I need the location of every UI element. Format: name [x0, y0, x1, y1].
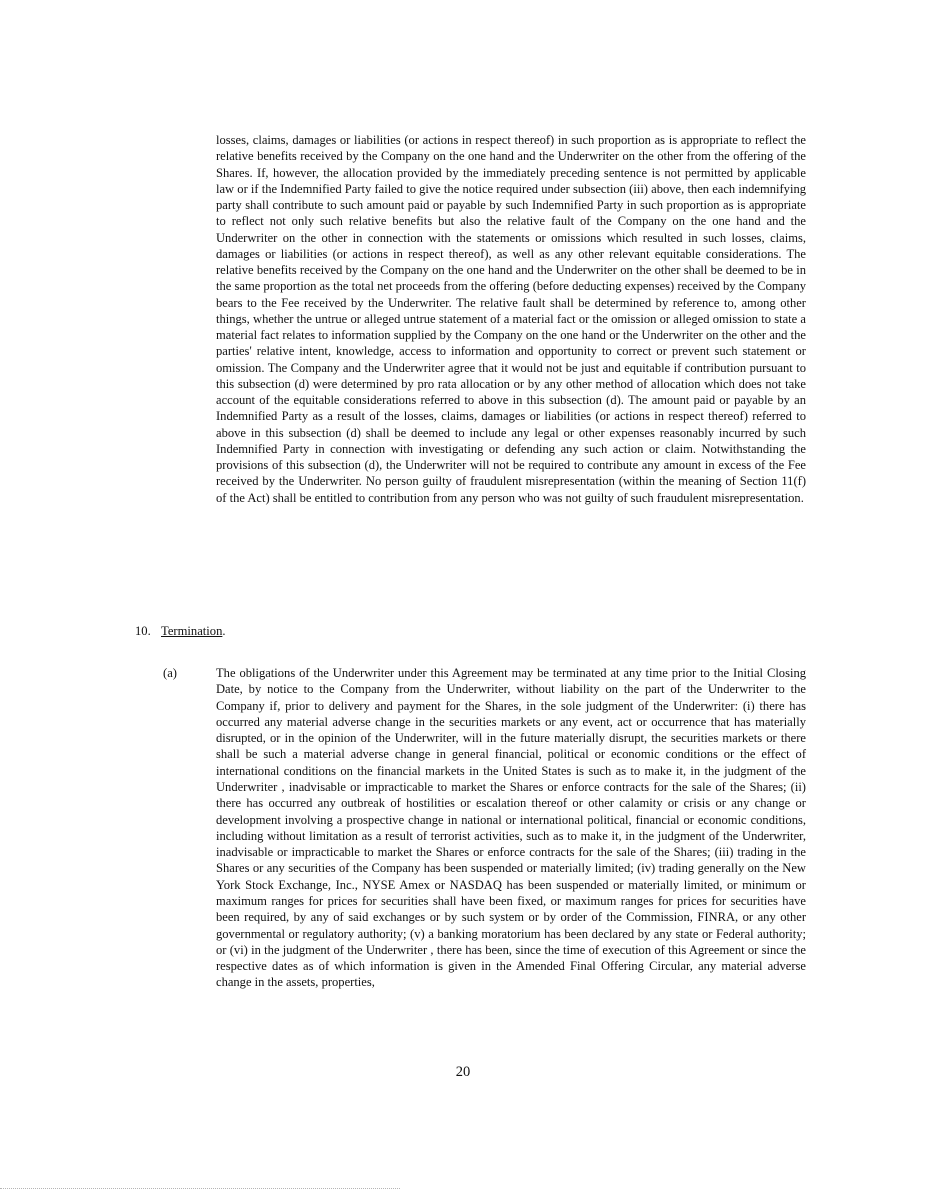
section-title: Termination — [161, 624, 223, 638]
continuation-paragraph: losses, claims, damages or liabilities (or actions in respect thereof) in such proportion as is appropriate to reflect the relative benefits received by the Company on the one hand and the Underwriter on the other from the offering of the Shares. If, however, the allocation provided by the immediately preceding sentence is not permitted by applicable law or if the Indemnified Party failed to give the notice required under subsection (iii) above, then each indemnifying party shall contribute to such amount paid or payable by such Indemnified Party in such proportion as is appropriate to reflect not only such relative benefits but also the relative fault of the Company on the one hand and the Underwriter on the other in connection with the statements or omissions which resulted in such losses, claims, damages or liabilities (or actions in respect thereof), as well as any other relevant equitable considerations. The relative benefits received by the Company on the one hand and the Underwriter on the other shall be deemed to be in the same proportion as the total net proceeds from the offering (before deducting expenses) received by the Company bears to the Fee received by the Underwriter. The relative fault shall be determined by reference to, among other things, whether the untrue or alleged untrue statement of a material fact or the omission or alleged omission to state a material fact relates to information supplied by the Company on the one hand or the Underwriter on the other and the parties' relative intent, knowledge, access to information and opportunity to correct or prevent such statement or omission. The Company and the Underwriter agree that it would not be just and equitable if contribution pursuant to this subsection (d) were determined by pro rata allocation or by any other method of allocation which does not take account of the equitable considerations referred to above in this subsection (d). The amount paid or payable by an Indemnified Party as a result of the losses, claims, damages or liabilities (or actions in respect thereof) referred to above in this subsection (d) shall be deemed to include any legal or other expenses reasonably incurred by such Indemnified Party in connection with investigating or defending any such action or claim. Notwithstanding the provisions of this subsection (d), the Underwriter will not be required to contribute any amount in excess of the Fee received by the Underwriter. No person guilty of fraudulent misrepresentation (within the meaning of Section 11(f) of the Act) shall be entitled to contribution from any person who was not guilty of such fraudulent misrepresentation. — [216, 133, 806, 505]
subsection-paragraph: The obligations of the Underwriter under this Agreement may be terminated at any time prior to the Initial Closing Date, by notice to the Company from the Underwriter, without liability on the part of the Underwriter to the Company if, prior to delivery and payment for the Shares, in the sole judgment of the Underwriter: (i) there has occurred any material adverse change in the securities markets or any event, act or occurrence that has materially disrupted, or in the opinion of the Underwriter, will in the future materially disrupt, the securities markets or there shall be such a material adverse change in general financial, political or economic conditions or the effect of international conditions on the financial markets in the United States is such as to make it, in the judgment of the Underwriter , inadvisable or impracticable to market the Shares or enforce contracts for the sale of the Shares; (ii) there has occurred any outbreak of hostilities or escalation thereof or other calamity or crisis or any change or development involving a prospective change in national or international political, financial or economic conditions, including without limitation as a result of terrorist activities, such as to make it, in the judgment of the Underwriter, inadvisable or impracticable to market the Shares or enforce contracts for the sale of the Shares; (iii) trading in the Shares or any securities of the Company has been suspended or materially limited; (iv) trading generally on the New York Stock Exchange, Inc., NYSE Amex or NASDAQ has been suspended or materially limited, or minimum or maximum ranges for prices for securities shall have been fixed, or maximum ranges for prices for securities have been required, by any of said exchanges or by such system or by order of the Commission, FINRA, or any other governmental or regulatory authority; (v) a banking moratorium has been declared by any state or Federal authority; or (vi) in the judgment of the Underwriter , there has been, since the time of execution of this Agreement or since the respective dates as of which information is given in the Amended Final Offering Circular, any material adverse change in the assets, properties, — [216, 666, 806, 990]
section-title-punctuation: . — [222, 624, 226, 638]
page-number: 20 — [455, 1064, 471, 1080]
subsection-label: (a) — [163, 666, 177, 680]
section-heading — [135, 623, 435, 639]
section-number: 10. — [135, 624, 151, 638]
bottom-divider — [0, 1188, 400, 1189]
